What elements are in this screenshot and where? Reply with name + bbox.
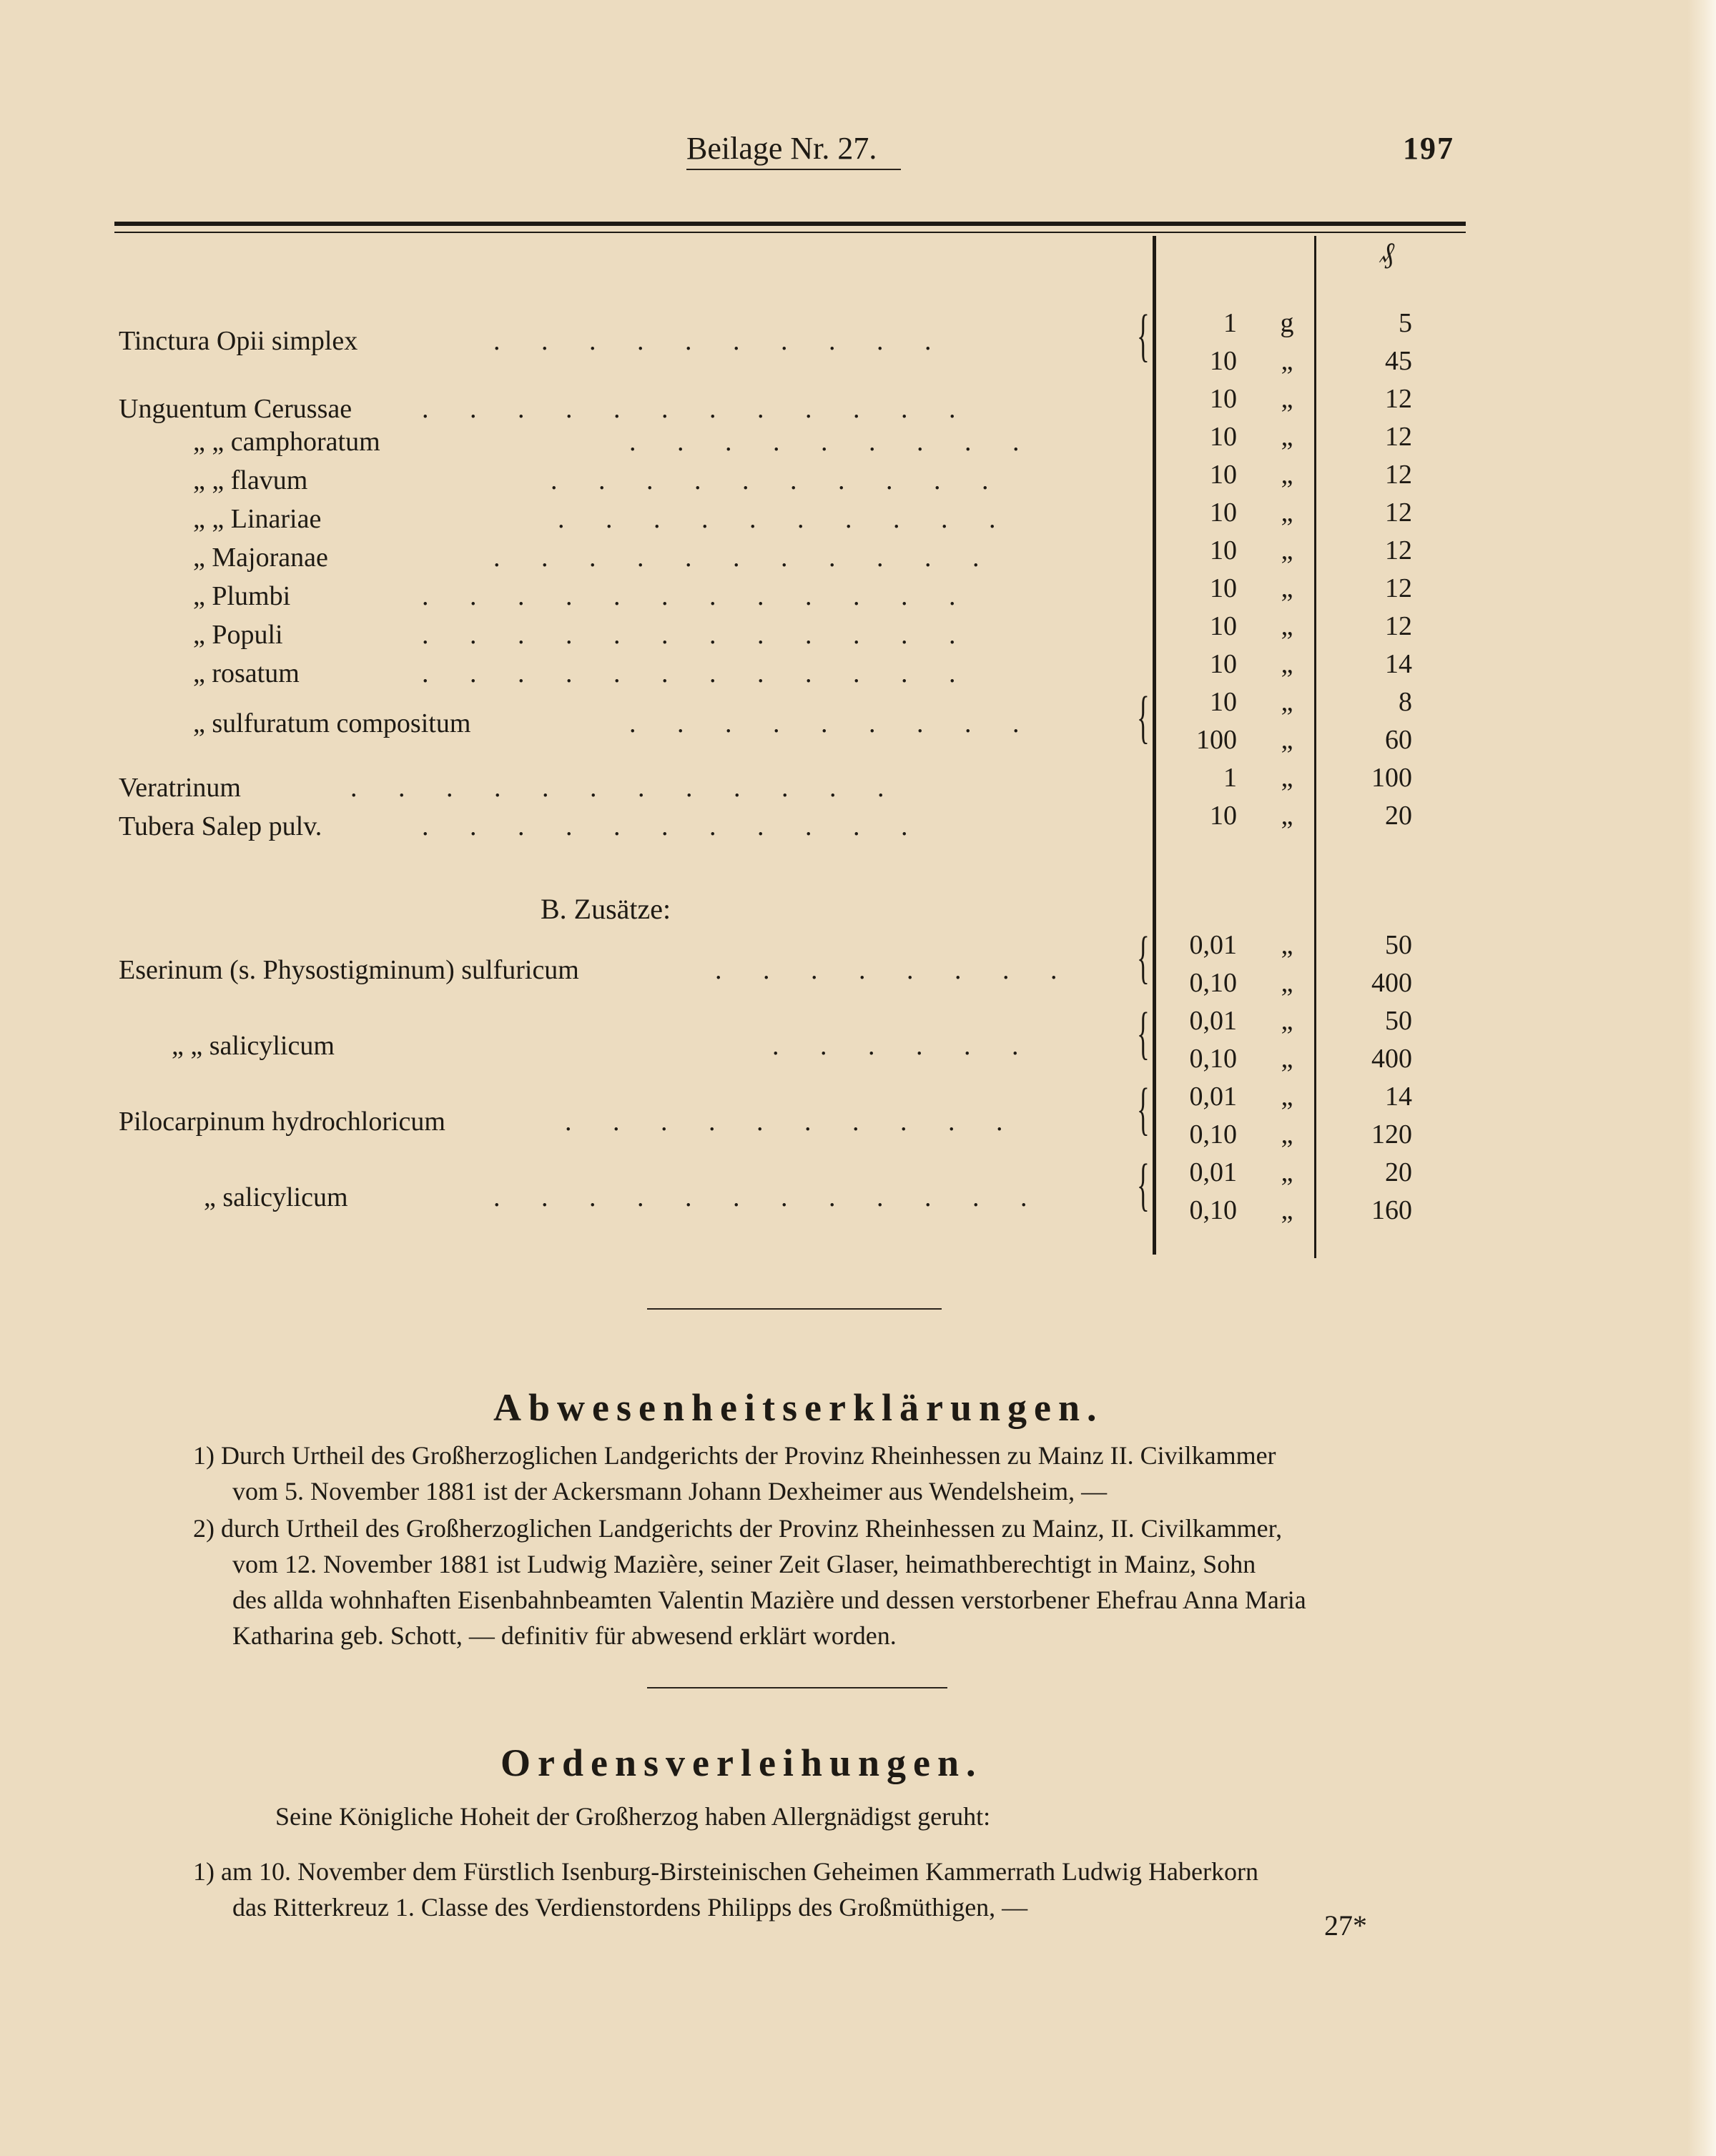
leader-dots: . . . . . . . . . .	[565, 1107, 1020, 1137]
amount: 10	[1210, 346, 1237, 376]
unit: „	[1281, 460, 1293, 490]
row-brace: {	[1137, 924, 1150, 989]
price: 50	[1385, 1006, 1412, 1036]
row-brace: {	[1137, 1000, 1150, 1065]
amount: 0,10	[1189, 968, 1237, 998]
unit: „	[1281, 968, 1293, 998]
leader-dots: . . . . . . . . . . .	[493, 543, 997, 573]
absence-line: vom 5. November 1881 ist der Ackersmann Johann Dexheimer aus Wendelsheim, —	[232, 1477, 1108, 1505]
row-brace: {	[1137, 684, 1150, 749]
section-divider	[647, 1308, 942, 1310]
orders-line: 1) am 10. November dem Fürstlich Isenburg-Birsteinischen Geheimen Kammerrath Ludwig Haberkorn	[193, 1857, 1258, 1886]
row-name: Pilocarpinum hydrochloricum	[119, 1107, 445, 1137]
leader-dots: . . . . . . . . . . . .	[422, 658, 973, 688]
price: 60	[1385, 725, 1412, 755]
amount: 0,10	[1189, 1044, 1237, 1074]
leader-dots: . . . . . . . . . .	[551, 465, 1006, 495]
absence-line: Katharina geb. Schott, — definitiv für abwesend erklärt worden.	[232, 1621, 897, 1650]
price: 12	[1385, 611, 1412, 641]
row-name: Tubera Salep pulv.	[119, 811, 322, 841]
page-edge	[1687, 0, 1716, 2156]
leader-dots: . . . . . . . . . . . .	[493, 1182, 1045, 1212]
unit: „	[1281, 1006, 1293, 1036]
price: 5	[1399, 308, 1412, 338]
amount: 10	[1210, 535, 1237, 565]
amount: 100	[1196, 725, 1237, 755]
row-brace: {	[1137, 1076, 1150, 1141]
price: 20	[1385, 801, 1412, 831]
price: 400	[1371, 1044, 1412, 1074]
leader-dots: . . . . . . . . .	[629, 427, 1037, 457]
unit: „	[1281, 1195, 1293, 1225]
leader-dots: . . . . . . . . . . .	[422, 811, 925, 841]
absence-line: 1) Durch Urtheil des Großherzoglichen Landgerichts der Provinz Rheinhessen zu Mainz II. Civilkammer	[193, 1441, 1276, 1470]
leader-dots: . . . . . .	[772, 1031, 1036, 1061]
unit: „	[1281, 1157, 1293, 1187]
price: 8	[1399, 687, 1412, 717]
price: 12	[1385, 384, 1412, 414]
leader-dots: . . . . . . . . . .	[493, 326, 949, 356]
price: 12	[1385, 573, 1412, 603]
unit: „	[1281, 930, 1293, 960]
unit: „	[1281, 346, 1293, 376]
row-name: „ „ camphoratum	[193, 427, 380, 457]
amount: 0,01	[1189, 1006, 1237, 1036]
unit: „	[1281, 1119, 1293, 1149]
amount: 10	[1210, 801, 1237, 831]
unit: „	[1281, 611, 1293, 641]
row-name: „ Populi	[193, 620, 283, 650]
amount: 10	[1210, 649, 1237, 679]
unit: „	[1281, 649, 1293, 679]
amount: 10	[1210, 460, 1237, 490]
unit: „	[1281, 573, 1293, 603]
amount: 0,01	[1189, 1157, 1237, 1187]
row-name: „ salicylicum	[204, 1182, 348, 1212]
unit: „	[1281, 1044, 1293, 1074]
leader-dots: . . . . . . . . . . . .	[422, 394, 973, 424]
row-name: „ „ Linariae	[193, 504, 322, 534]
amount: 1	[1223, 308, 1237, 338]
row-name: Tinctura Opii simplex	[119, 326, 358, 356]
row-name: Eserinum (s. Physostigminum) sulfuricum	[119, 955, 579, 985]
price: 160	[1371, 1195, 1412, 1225]
leader-dots: . . . . . . . . . . . .	[422, 620, 973, 650]
unit: „	[1281, 763, 1293, 793]
unit: „	[1281, 725, 1293, 755]
price: 20	[1385, 1157, 1412, 1187]
table-top-rule	[114, 222, 1466, 226]
absence-heading: Abwesenheitserklärungen.	[493, 1386, 1104, 1429]
price: 400	[1371, 968, 1412, 998]
unit: „	[1281, 801, 1293, 831]
leader-dots: . . . . . . . . .	[629, 708, 1037, 738]
orders-line: das Ritterkreuz 1. Classe des Verdienstordens Philipps des Großmüthigen, —	[232, 1893, 1028, 1922]
row-name: „ Majoranae	[193, 543, 328, 573]
leader-dots: . . . . . . . . . . . .	[422, 581, 973, 611]
price: 14	[1385, 1082, 1412, 1112]
row-name: Unguentum Cerussae	[119, 394, 352, 424]
row-name: „ rosatum	[193, 658, 300, 688]
unit: „	[1281, 687, 1293, 717]
signature-mark: 27*	[1324, 1909, 1367, 1942]
unit: „	[1281, 384, 1293, 414]
price: 50	[1385, 930, 1412, 960]
amount: 1	[1223, 763, 1237, 793]
row-name: „ sulfuratum compositum	[193, 708, 471, 738]
table-column-rule-right	[1314, 236, 1316, 1258]
row-brace: {	[1137, 302, 1150, 367]
unit: „	[1281, 535, 1293, 565]
amount: 0,10	[1189, 1195, 1237, 1225]
amount: 10	[1210, 422, 1237, 452]
table-top-rule-thin	[114, 232, 1466, 233]
price: 12	[1385, 498, 1412, 528]
header-title: Beilage Nr. 27.	[686, 131, 877, 166]
leader-dots: . . . . . . . . . .	[558, 504, 1013, 534]
unit: „	[1281, 498, 1293, 528]
amount: 0,10	[1189, 1119, 1237, 1149]
amount: 0,01	[1189, 930, 1237, 960]
price: 14	[1385, 649, 1412, 679]
amount: 10	[1210, 573, 1237, 603]
absence-line: 2) durch Urtheil des Großherzoglichen Landgerichts der Provinz Rheinhessen zu Mainz, II. Civilkammer,	[193, 1514, 1283, 1543]
section-b-title: B. Zusätze:	[541, 893, 671, 925]
unit: „	[1281, 422, 1293, 452]
price: 120	[1371, 1119, 1412, 1149]
price: 12	[1385, 460, 1412, 490]
amount: 10	[1210, 687, 1237, 717]
amount: 10	[1210, 498, 1237, 528]
row-name: Veratrinum	[119, 773, 241, 803]
orders-intro: Seine Königliche Hoheit der Großherzog haben Allergnädigst geruht:	[275, 1802, 991, 1831]
row-name: „ „ flavum	[193, 465, 308, 495]
amount: 0,01	[1189, 1082, 1237, 1112]
row-brace: {	[1137, 1152, 1150, 1217]
unit: „	[1281, 1082, 1293, 1112]
page-number: 197	[1403, 131, 1454, 166]
price-unit-header: ₰	[1380, 237, 1394, 269]
absence-line: vom 12. November 1881 ist Ludwig Mazière, seiner Zeit Glaser, heimathberechtigt in Mainz, Sohn	[232, 1550, 1256, 1578]
absence-line: des allda wohnhaften Eisenbahnbeamten Valentin Mazière und dessen verstorbener Ehefrau Anna Maria	[232, 1586, 1306, 1614]
row-name: „ „ salicylicum	[172, 1031, 335, 1061]
leader-dots: . . . . . . . . . . . .	[350, 773, 902, 803]
price: 45	[1385, 346, 1412, 376]
orders-heading: Ordensverleihungen.	[500, 1741, 983, 1784]
leader-dots: . . . . . . . .	[715, 955, 1075, 985]
price: 100	[1371, 763, 1412, 793]
section-divider	[647, 1687, 947, 1688]
amount: 10	[1210, 611, 1237, 641]
header-underline	[686, 169, 901, 170]
price: 12	[1385, 535, 1412, 565]
amount: 10	[1210, 384, 1237, 414]
row-name: „ Plumbi	[193, 581, 291, 611]
price: 12	[1385, 422, 1412, 452]
unit: g	[1280, 308, 1294, 338]
